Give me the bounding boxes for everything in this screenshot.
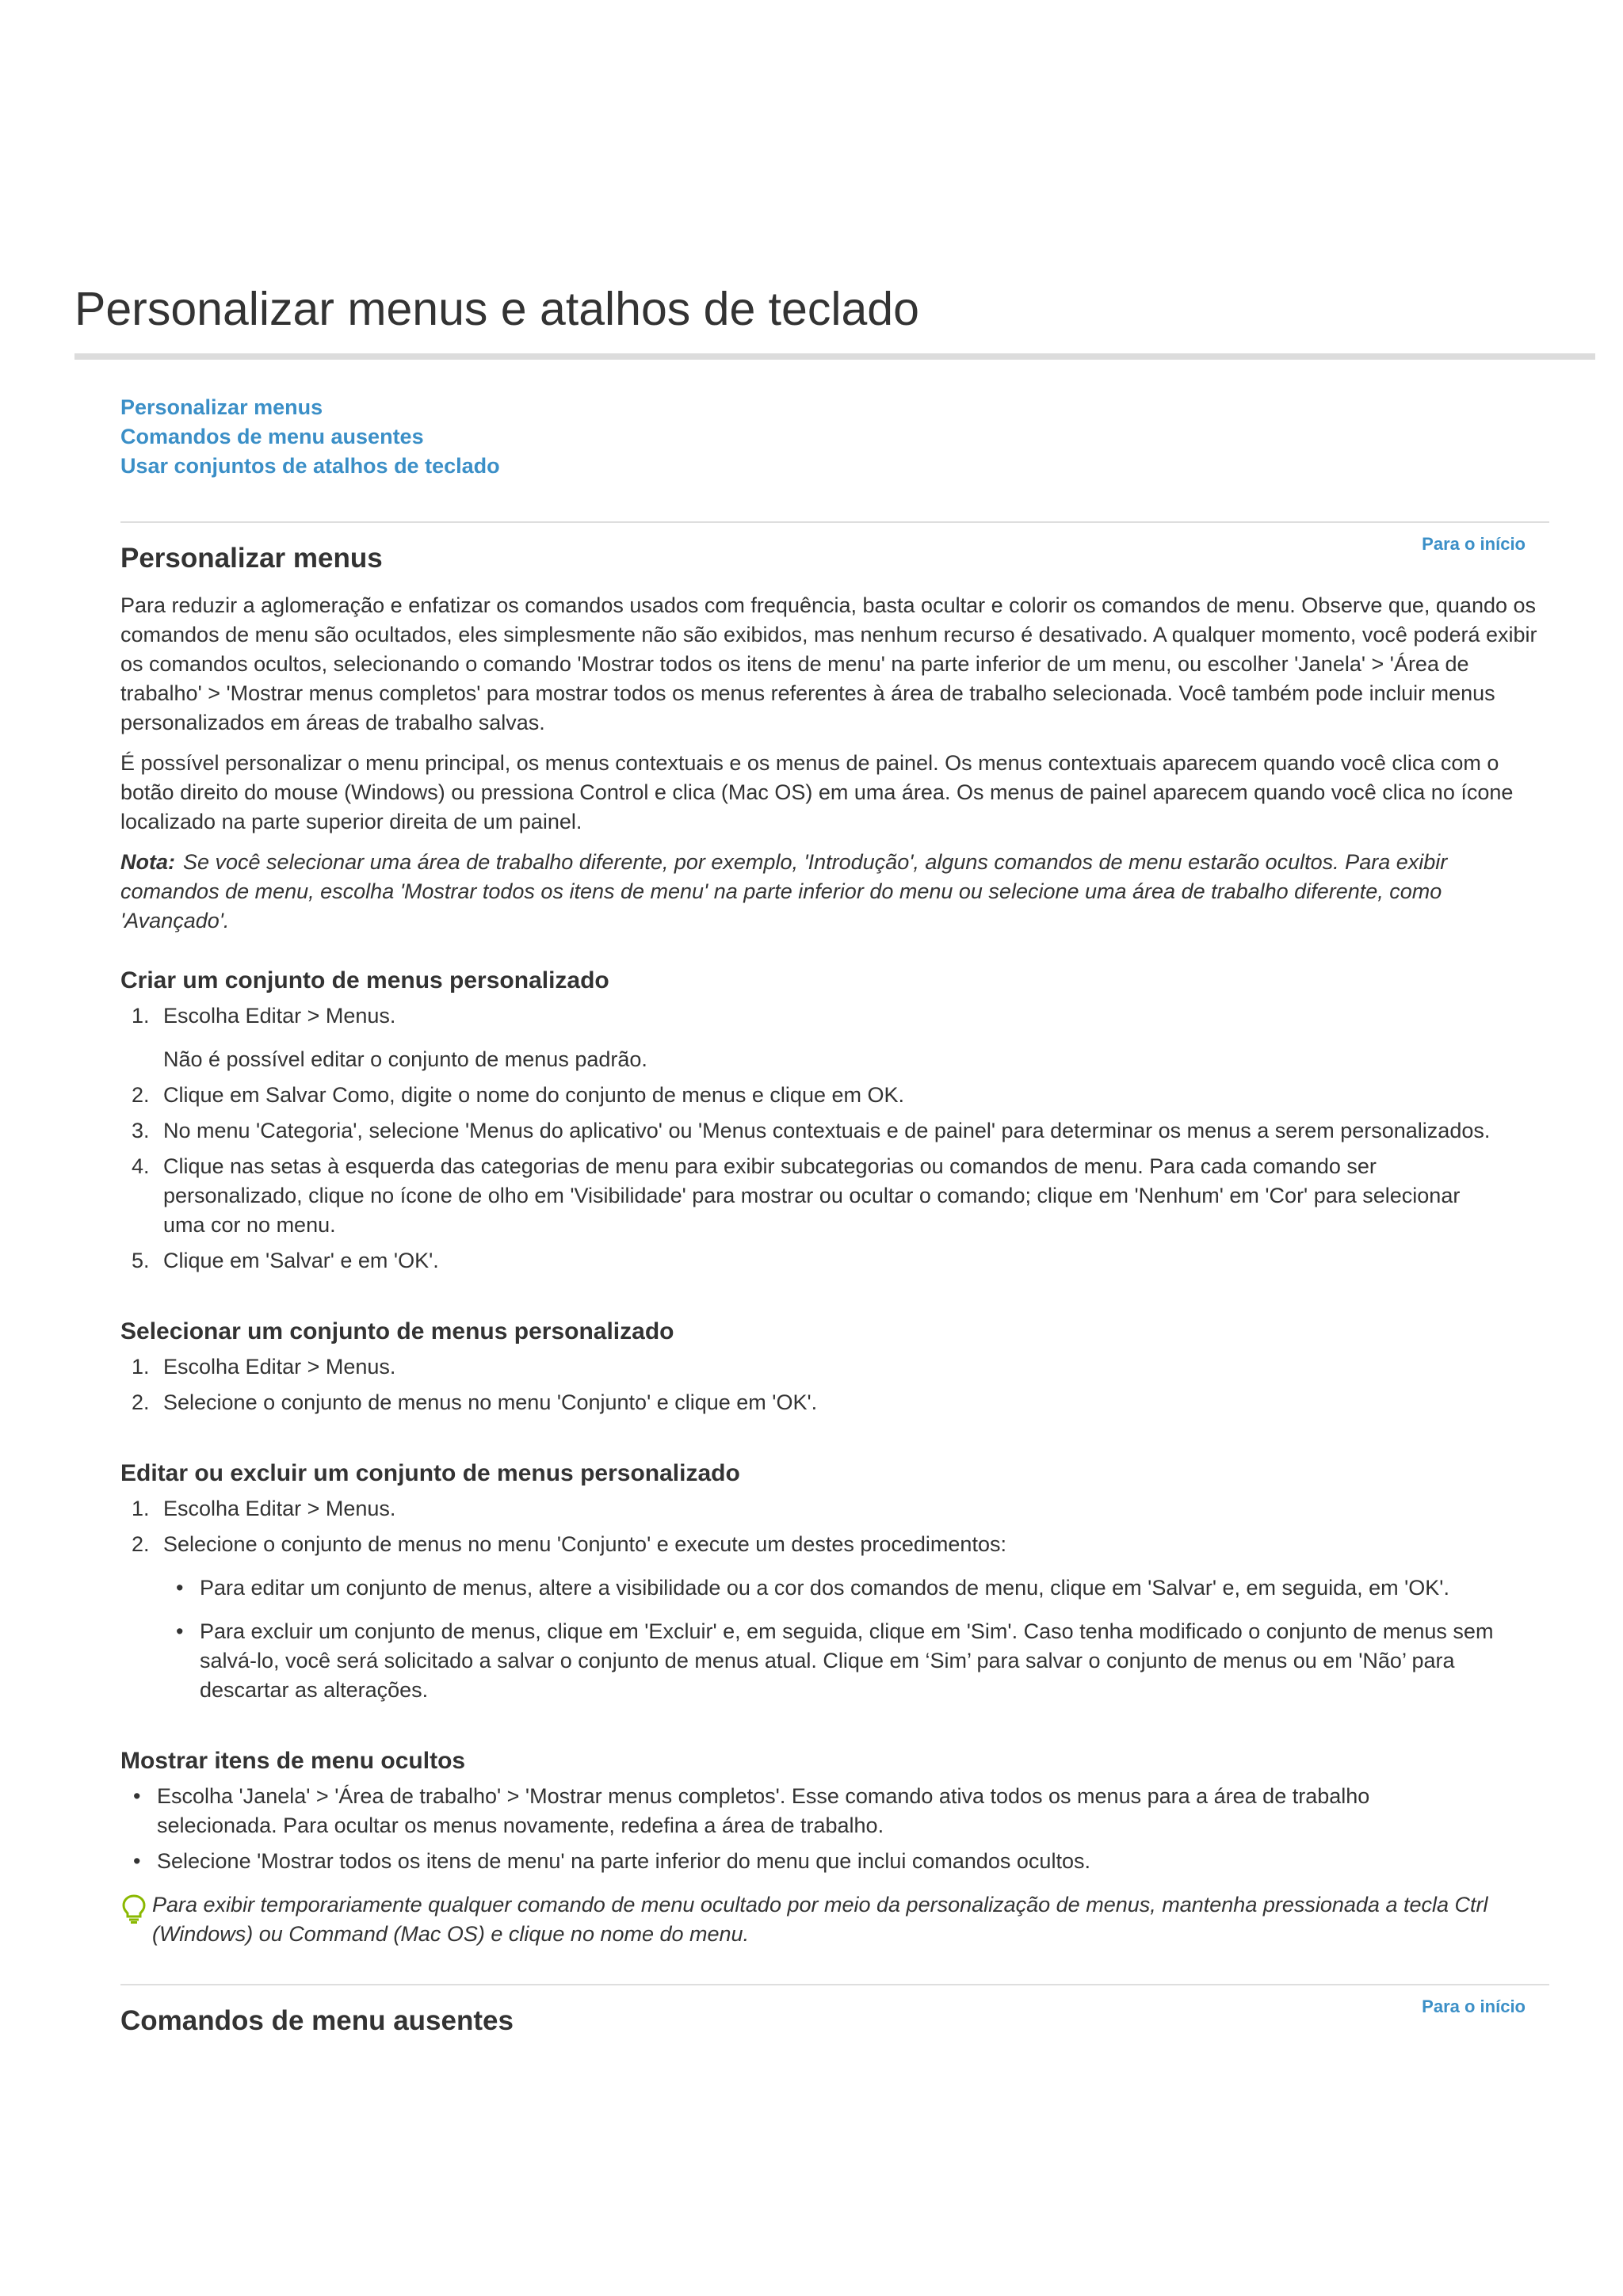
- paragraph: É possível personalizar o menu principal, os menus contextuais e os menus de painel. Os menus contextuais aparecem quando você clica com o botão direito do mouse (Windows) ou pressiona Control e clica (Mac OS) em uma área. Os menus de painel aparecem quando você clica no ícone localizado na parte superior direita de um painel.: [120, 751, 1514, 833]
- list-item: • Para excluir um conjunto de menus, clique em 'Excluir' e, em seguida, clique em 'Sim'. Caso tenha modificado o conjunto de menus sem salvá-lo, você será solicitado a salvar o conjunto de menus atual. Clique em ‘Sim’ para salvar o conjunto de menus ou em 'Não’ para descartar as alterações.: [120, 1617, 1504, 1705]
- list-item: 1. Escolha Editar > Menus.: [132, 1497, 396, 1520]
- lightbulb-icon: [120, 1894, 147, 1924]
- note: [120, 848, 1549, 936]
- section-title: Personalizar menus: [120, 543, 383, 574]
- list-item: • Para editar um conjunto de menus, altere a visibilidade ou a cor dos comandos de menu, clique em 'Salvar' e, em seguida, em 'OK'.: [120, 1573, 1504, 1603]
- title-divider: [74, 353, 1595, 360]
- list-item: 1. Escolha Editar > Menus.: [132, 1355, 396, 1379]
- main-content: [120, 521, 1549, 2038]
- options-list: [120, 1573, 1549, 1705]
- subsection-title: Criar um conjunto de menus personalizado: [120, 967, 609, 994]
- list-item: 1. Escolha Editar > Menus.: [132, 1004, 396, 1028]
- toc-link-comandos-ausentes[interactable]: Comandos de menu ausentes: [120, 425, 424, 448]
- toc-link-personalizar-menus[interactable]: Personalizar menus: [120, 395, 323, 419]
- toc-link-atalhos-teclado[interactable]: Usar conjuntos de atalhos de teclado: [120, 454, 500, 478]
- steps-list: [120, 1352, 1549, 1417]
- tip-text: Para exibir temporariamente qualquer comando de menu ocultado por meio da personalização de menus, mantenha pressionada a tecla Ctrl (Windows) ou Command (Mac OS) e clique no nome do menu.: [152, 1893, 1488, 1946]
- list-item: 4. Clique nas setas à esquerda das categorias de menu para exibir subcategorias ou comandos de menu. Para cada comando ser personalizado, clique no ícone de olho em 'Visibilidade' para mostrar ou ocultar o comando; clique em 'Nenhum' em 'Cor' para selecionar uma cor no menu.: [132, 1154, 1461, 1237]
- steps-list: [120, 1494, 1549, 1559]
- list-item: • Escolha 'Janela' > 'Área de trabalho' > 'Mostrar menus completos'. Esse comando ativa todos os menus para a área de trabalho selecionada. Para ocultar os menus novamente, redefina a área de trabalho.: [120, 1782, 1457, 1840]
- list-item: 2. Clique em Salvar Como, digite o nome do conjunto de menus e clique em OK.: [132, 1083, 904, 1107]
- list-item: • Selecione 'Mostrar todos os itens de menu' na parte inferior do menu que inclui comandos ocultos.: [120, 1847, 1457, 1876]
- step-note: Não é possível editar o conjunto de menus padrão.: [163, 1047, 647, 1071]
- tip: [120, 1890, 1549, 1949]
- back-to-top-link[interactable]: Para o início: [1422, 1997, 1526, 2016]
- note-label: Nota:: [120, 850, 175, 874]
- paragraph: Para reduzir a aglomeração e enfatizar os comandos usados com frequência, basta ocultar e colorir os comandos de menu. Observe que, quando os comandos de menu são ocultados, eles simplesmente não são exibidos, mas nenhum recurso é desativado. A qualquer momento, você poderá exibir os comandos ocultos, selecionando o comando 'Mostrar todos os itens de menu' na parte inferior de um menu, ou escolher 'Janela' > 'Área de trabalho' > 'Mostrar menus completos' para mostrar todos os menus referentes à área de trabalho selecionada. Você também pode incluir menus personalizados em áreas de trabalho salvas.: [120, 593, 1537, 734]
- note-text: Se você selecionar uma área de trabalho diferente, por exemplo, 'Introdução', alguns comandos de menu estarão ocultos. Para exibir comandos de menu, escolha 'Mostrar todos os itens de menu' na parte inferior do menu ou selecione uma área de trabalho diferente, como 'Avançado'.: [120, 850, 1448, 933]
- list-item: 3. No menu 'Categoria', selecione 'Menus do aplicativo' ou 'Menus contextuais e de painel' para determinar os menus a serem personalizados.: [132, 1119, 1491, 1142]
- list-item: 2. Selecione o conjunto de menus no menu 'Conjunto' e clique em 'OK'.: [132, 1390, 818, 1414]
- back-to-top-link[interactable]: Para o início: [1422, 534, 1526, 554]
- section-personalizar-menus: [120, 521, 1549, 1949]
- subsection-title: Editar ou excluir um conjunto de menus personalizado: [120, 1460, 740, 1486]
- section-title: Comandos de menu ausentes: [120, 2005, 514, 2036]
- section-comandos-ausentes: [120, 1984, 1549, 2038]
- list-item: 5. Clique em 'Salvar' e em 'OK'.: [132, 1249, 439, 1272]
- page-title: Personalizar menus e atalhos de teclado: [74, 283, 919, 335]
- subsection-title: Mostrar itens de menu ocultos: [120, 1748, 466, 1774]
- table-of-contents: [120, 393, 834, 481]
- steps-list: [120, 1001, 1549, 1276]
- subsection-title: Selecionar um conjunto de menus personalizado: [120, 1318, 674, 1344]
- bullet-list: [120, 1782, 1549, 1876]
- list-item: 2. Selecione o conjunto de menus no menu 'Conjunto' e execute um destes procedimentos:: [132, 1532, 1006, 1556]
